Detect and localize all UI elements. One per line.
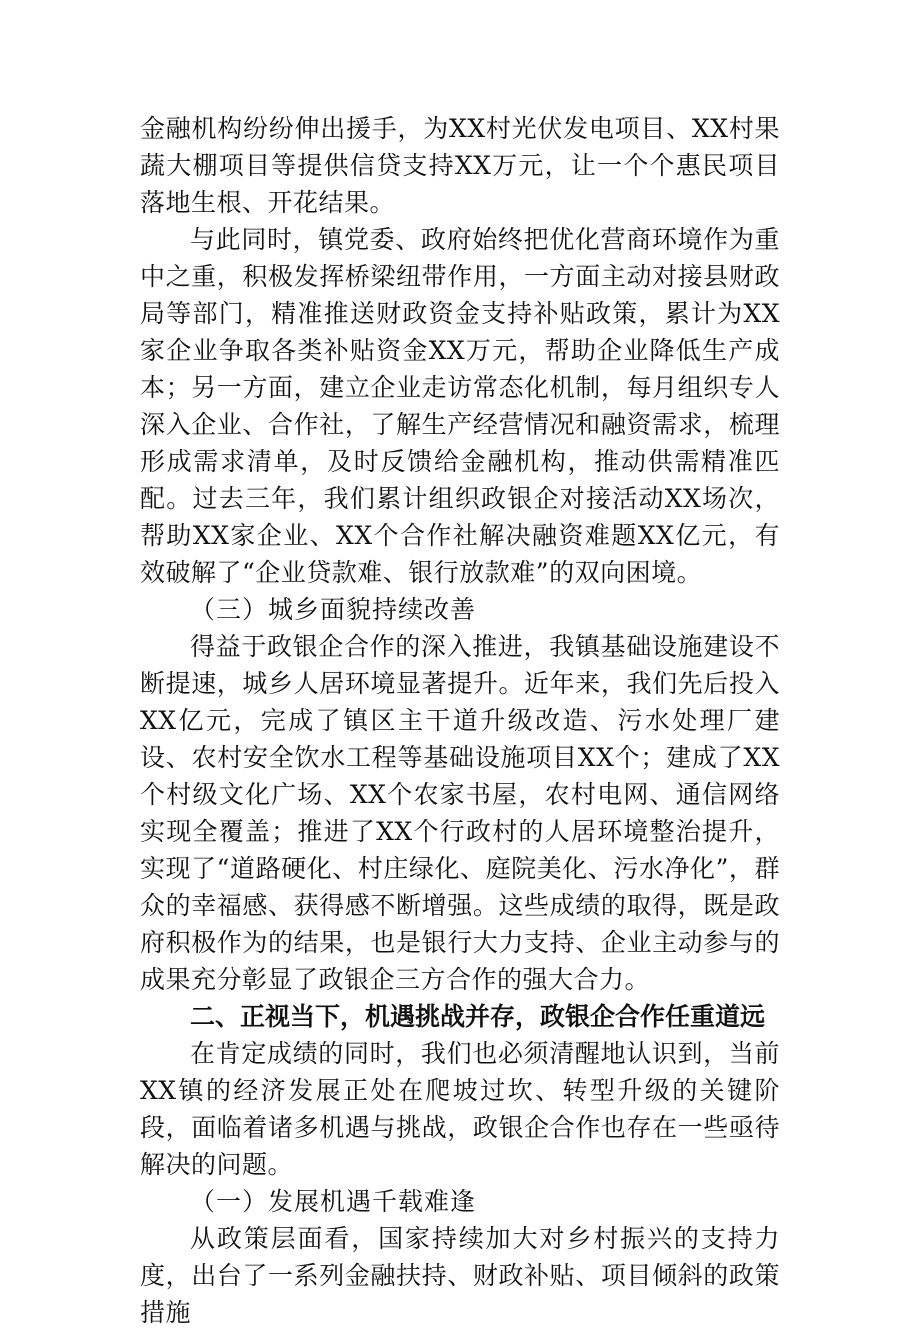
document-body: [140, 110, 780, 1331]
section-heading-2: 二、正视当下，机遇挑战并存，政银企合作任重道远: [190, 1002, 766, 1031]
paragraph-policy: 从政策层面看，国家持续加大对乡村振兴的支持力度，出台了一系列金融扶持、财政补贴、项目倾斜的政策措施: [140, 1224, 780, 1327]
paragraph-business-environment: 与此同时，镇党委、政府始终把优化营商环境作为重中之重，积极发挥桥梁纽带作用，一方面主动对接县财政局等部门，精准推送财政资金支持补贴政策，累计为XX家企业争取各类补贴资金XX万元，帮助企业降低生产成本；另一方面，建立企业走访常态化机制，每月组织专人深入企业、合作社，了解生产经营情况和融资需求，梳理形成需求清单，及时反馈给金融机构，推动供需精准匹配。过去三年，我们累计组织政银企对接活动XX场次，帮助XX家企业、XX个合作社解决融资难题XX亿元，有效破解了“企业贷款难、银行放款难”的双向困境。: [140, 225, 780, 587]
paragraph-infrastructure: 得益于政银企合作的深入推进，我镇基础设施建设不断提速，城乡人居环境显著提升。近年来，我们先后投入XX亿元，完成了镇区主干道升级改造、污水处理厂建设、农村安全饮水工程等基础设施项目XX个；建成了XX个村级文化广场、XX个农家书屋，农村电网、通信网络实现全覆盖；推进了XX个行政村的人居环境整治提升，实现了“道路硬化、村庄绿化、庭院美化、污水净化”，群众的幸福感、获得感不断增强。这些成绩的取得，既是政府积极作为的结果，也是银行大力支持、企业主动参与的成果充分彰显了政银企三方合作的强大合力。: [140, 632, 780, 994]
subheading-opportunities: （一）发展机遇千载难逢: [190, 1187, 477, 1216]
subheading-urban-rural: （三）城乡面貌持续改善: [190, 595, 477, 624]
paragraph-continued: 金融机构纷纷伸出援手，为XX村光伏发电项目、XX村果蔬大棚项目等提供信贷支持XX万元，让一个个惠民项目落地生根、开花结果。: [140, 114, 780, 217]
paragraph-challenges-intro: 在肯定成绩的同时，我们也必须清醒地认识到，当前XX镇的经济发展正处在爬坡过坎、转型升级的关键阶段，面临着诸多机遇与挑战，政银企合作也存在一些亟待解决的问题。: [140, 1039, 780, 1179]
